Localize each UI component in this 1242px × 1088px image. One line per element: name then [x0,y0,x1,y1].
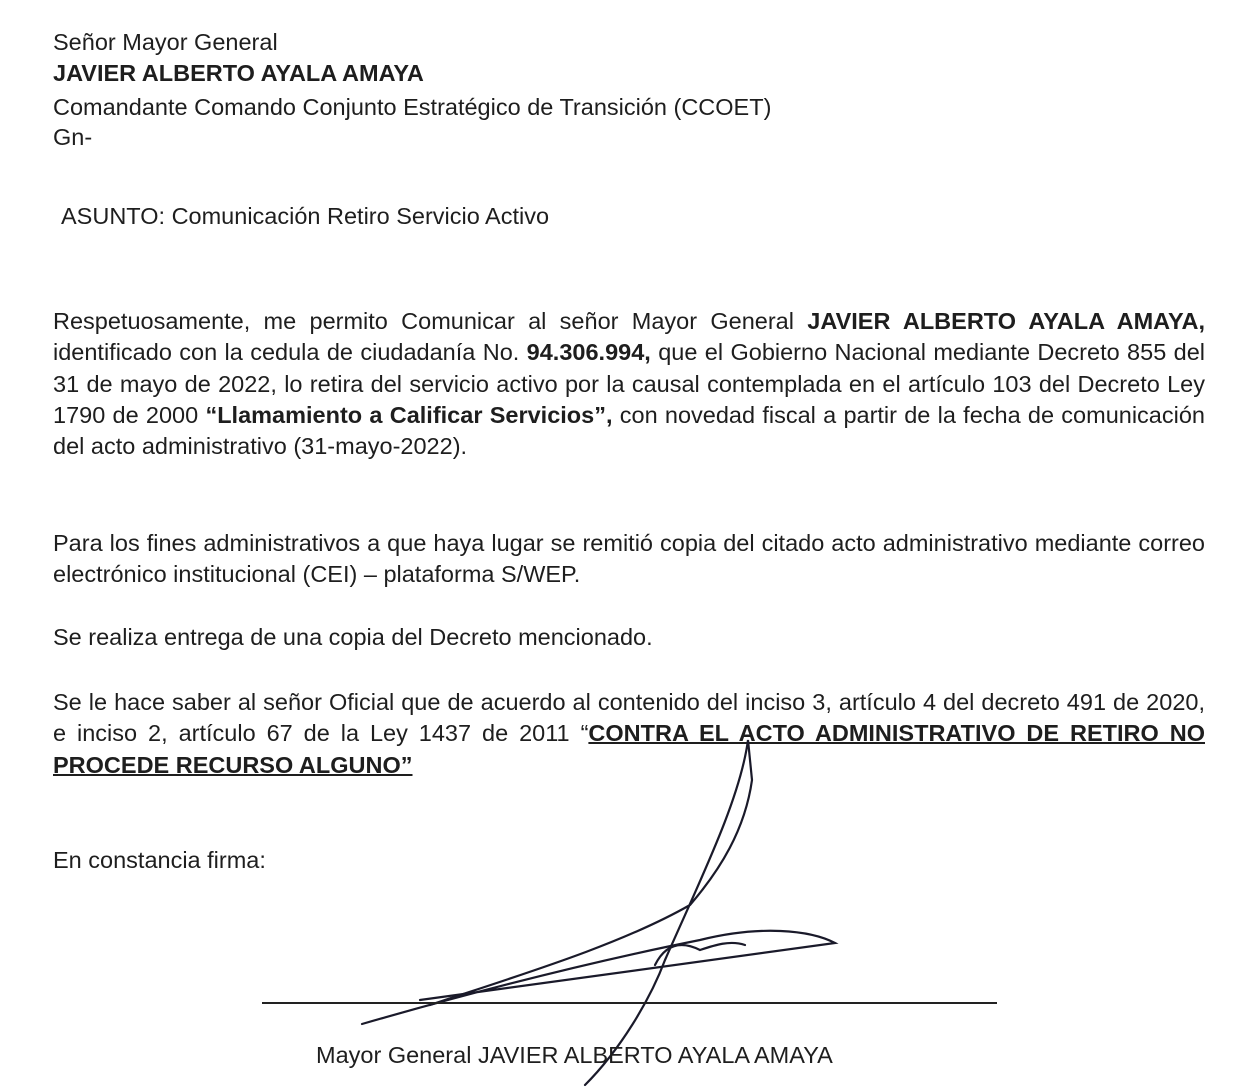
bold-text: “Llamamiento a Calificar Servicios”, [205,401,613,428]
salutation: Señor Mayor General [53,29,278,55]
closing: En constancia firma: [53,847,266,873]
text: Se le hace saber al señor Oficial que de acuerdo al contenido del inciso 3, artículo 4 del decreto 491 de 2020, e inciso 2, artículo 67 de la Ley 1437 de 2011 “ [53,689,1205,747]
text: con novedad fiscal a partir de la fecha de comunicación del acto administrativo (31-mayo-2022). [53,401,1205,460]
bold-text: JAVIER ALBERTO AYALA AMAYA, [807,308,1205,334]
subject-text: Comunicación Retiro Servicio Activo [171,203,550,229]
text: Respetuosamente, me permito Comunicar al señor Mayor General [53,308,808,334]
recipient-name: JAVIER ALBERTO AYALA AMAYA [53,60,424,86]
paragraph-2: Para los fines administrativos a que haya lugar se remitió copia del citado acto administrativo mediante correo electrónico institucional (CEI) – plataforma S/WEP. [53,530,1205,588]
bold-text: 94.306.994, [526,339,651,366]
paragraph-3: Se realiza entrega de una copia del Decreto mencionado. [53,624,653,650]
underlined-bold-text: CONTRA EL ACTO ADMINISTRATIVO DE RETIRO NO PROCEDE RECURSO ALGUNO” [53,720,1205,778]
text: identificado con la cedula de ciudadanía No. [53,339,527,366]
recipient-location: Gn- [53,124,93,150]
text: que el Gobierno Nacional mediante Decreto 855 del 31 de mayo de 2022, lo retira del servicio activo por la causal contemplada en el artículo 103 del Decreto Ley 1790 de 2000 [53,339,1206,428]
recipient-position: Comandante Comando Conjunto Estratégico de Transición (CCOET) [53,94,772,120]
signatory-name: Mayor General JAVIER ALBERTO AYALA AMAYA [316,1042,833,1068]
subject-label: ASUNTO: [61,203,166,229]
signature-line [262,1002,997,1004]
